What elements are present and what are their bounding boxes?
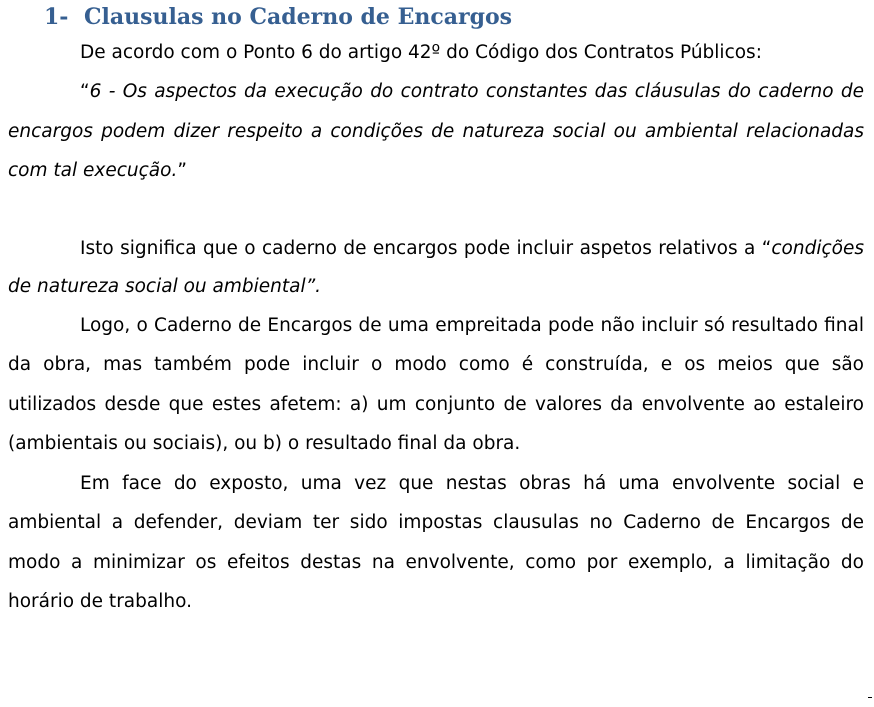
section-number: 1- — [44, 4, 69, 30]
document-page — [8, 0, 864, 622]
quoted-legal-text: 6 - Os aspectos da execução do contrato constantes das cláusulas do caderno de encargos podem dizer respeito a condições de natureza social ou ambiental relacionadas com tal execução. — [8, 81, 864, 181]
paragraph-intro: De acordo com o Ponto 6 do artigo 42º do Código dos Contratos Públicos: — [80, 42, 762, 63]
meaning-text: Isto significa que o caderno de encargos pode incluir aspetos relativos a “ — [80, 237, 772, 259]
section-heading — [44, 0, 864, 34]
meaning-italic: condições de natureza social ou ambiental”. — [8, 237, 864, 297]
section-title: Clausulas no Caderno de Encargos — [84, 4, 513, 30]
paragraph-meaning — [8, 230, 864, 306]
paragraph-consequence: Logo, o Caderno de Encargos de uma empreitada pode não incluir só resultado final da obra, mas também pode incluir o modo como é construída, e os meios que são utilizados desde que estes afetem: a) um conjunto de valores da envolvente ao estaleiro (ambientais ou sociais), ou b) o resultado final da obra. — [8, 314, 864, 454]
paragraph-legal-quote — [8, 72, 864, 191]
close-quote: ” — [177, 160, 187, 181]
blank-line — [8, 191, 864, 230]
paragraph-conclusion: Em face do exposto, uma vez que nestas obras há uma envolvente social e ambiental a defender, deviam ter sido impostas clausulas no Caderno de Encargos de modo a minimizar os efeitos destas na envolvente, como por exemplo, a limitação do horário de trabalho. — [8, 472, 864, 612]
page-edge-mark — [868, 697, 872, 698]
open-quote: “ — [80, 81, 90, 102]
